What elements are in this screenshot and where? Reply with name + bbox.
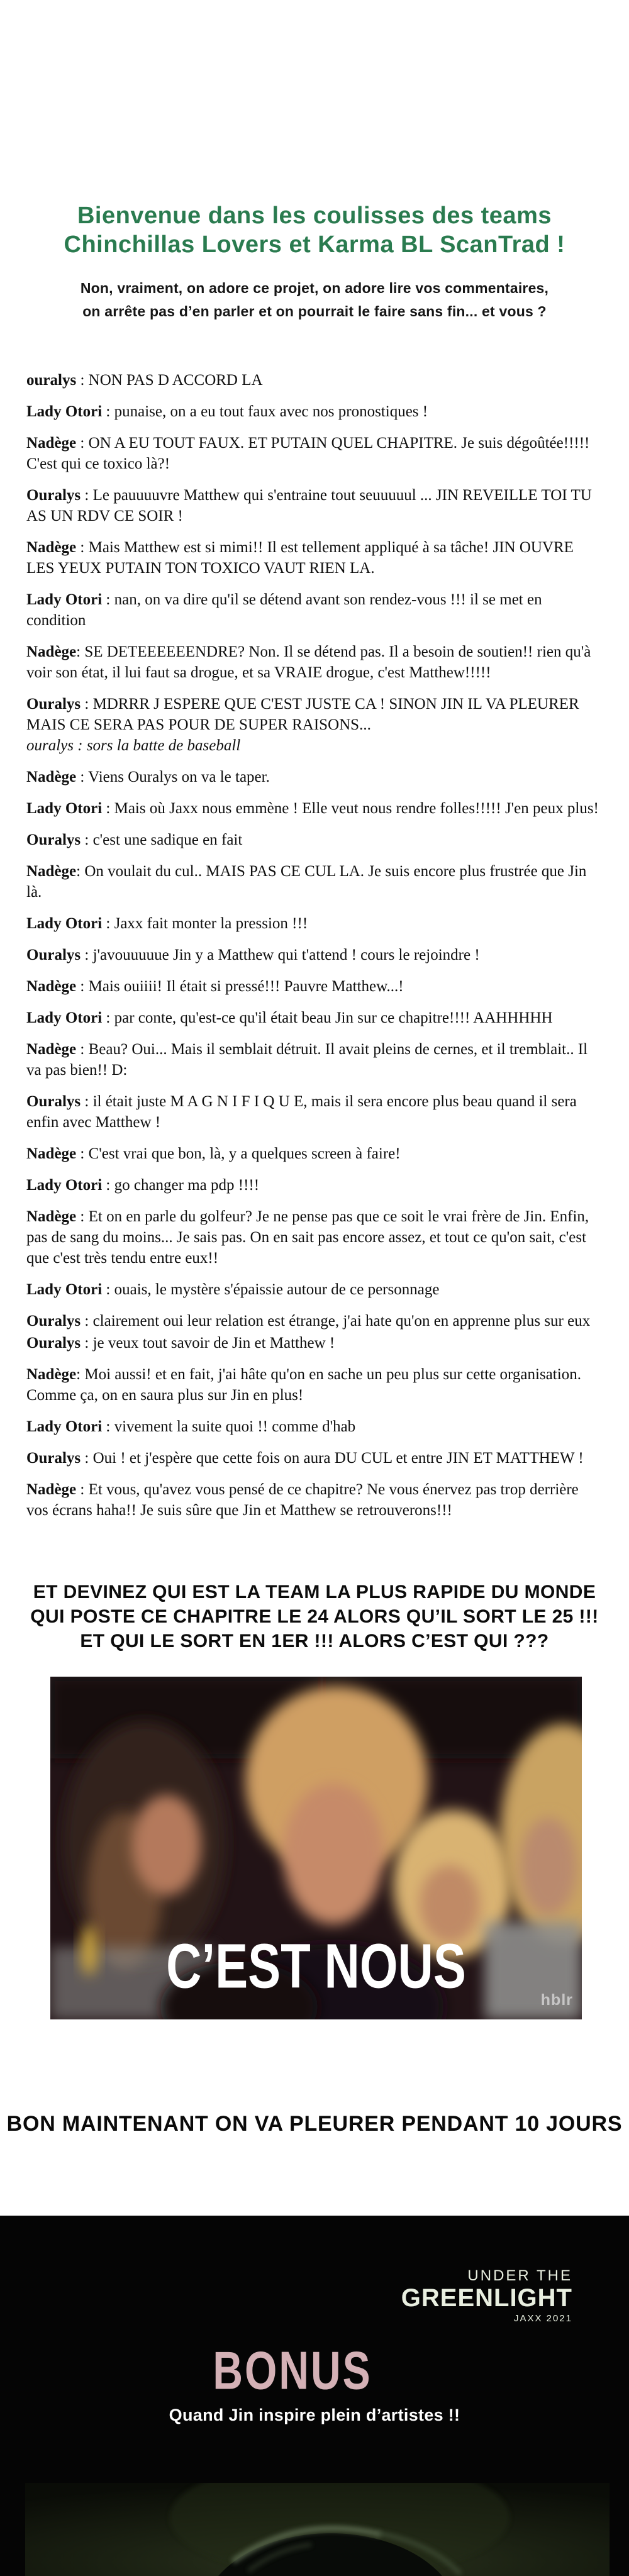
logo-line2: GREENLIGHT xyxy=(401,2284,572,2312)
chat-message xyxy=(26,1039,603,1080)
chat-author: Lady Otori xyxy=(26,1177,103,1194)
bonus-title: BONUS xyxy=(213,2340,372,2401)
chat-author: Nadège xyxy=(26,1481,77,1498)
page-title-line1: Bienvenue dans les coulisses des teams xyxy=(77,203,552,229)
speed-announcement-line3: ET QUI LE SORT EN 1ER !!! ALORS C’EST QUI ??? xyxy=(80,1631,549,1652)
chat-message xyxy=(26,767,603,787)
chat-author: Nadège xyxy=(26,1366,77,1383)
meme-gif xyxy=(50,1677,582,2019)
chat-author: Nadège xyxy=(26,643,77,660)
chat-message xyxy=(26,589,603,631)
chat-message xyxy=(26,1143,603,1164)
chat-message xyxy=(26,694,603,756)
chat-message xyxy=(26,485,603,526)
chat-message xyxy=(26,401,603,422)
meme-watermark: hblr xyxy=(540,1991,573,2009)
chat-message xyxy=(26,433,603,474)
chat-message xyxy=(26,1008,603,1028)
chat-text: : il était juste M A G N I F I Q U E, mais il sera encore plus beau quand il sera enfin avec Matthew ! xyxy=(26,1093,577,1131)
chat-log xyxy=(26,370,603,1531)
crying-line: BON MAINTENANT ON VA PLEURER PENDANT 10 JOURS xyxy=(6,2112,623,2136)
under-the-greenlight-logo xyxy=(401,2267,572,2324)
logo-credit: JAXX 2021 xyxy=(513,2313,572,2324)
chat-text: : j'avouuuuue Jin y a Matthew qui t'attend ! cours le rejoindre ! xyxy=(81,947,480,963)
chat-author: Nadège xyxy=(26,1145,77,1162)
chat-author: Ouralys xyxy=(26,831,81,848)
page-subtitle-line1: Non, vraiment, on adore ce projet, on adore lire vos commentaires, xyxy=(80,280,549,296)
chat-text: : NON PAS D ACCORD LA xyxy=(76,372,263,389)
chat-author: Ouralys xyxy=(26,487,81,504)
chat-author: Ouralys xyxy=(26,1450,81,1467)
speed-announcement-line1: ET DEVINEZ QUI EST LA TEAM LA PLUS RAPIDE DU MONDE xyxy=(33,1582,596,1602)
chat-message xyxy=(26,913,603,934)
chat-note: ouralys : sors la batte de baseball xyxy=(26,737,241,754)
chat-author: Lady Otori xyxy=(26,591,103,608)
bonus-section xyxy=(0,2216,629,2576)
chat-author: Ouralys xyxy=(26,1093,81,1110)
chat-message xyxy=(26,830,603,850)
chat-author: Nadège xyxy=(26,1041,77,1058)
chat-author: Ouralys xyxy=(26,947,81,963)
chat-text: : Et vous, qu'avez vous pensé de ce chapitre? Ne vous énervez pas trop derrière vos écrans haha!! Je suis sûre que Jin et Matthew se retrouverons!!! xyxy=(26,1481,579,1519)
chat-message xyxy=(26,945,603,965)
chat-text: : Oui ! et j'espère que cette fois on aura DU CUL et entre JIN ET MATTHEW ! xyxy=(81,1450,584,1467)
chat-text: : C'est vrai que bon, là, y a quelques screen à faire! xyxy=(76,1145,401,1162)
chat-message xyxy=(26,1206,603,1269)
chat-text: : nan, on va dire qu'il se détend avant son rendez-vous !!! il se met en condition xyxy=(26,591,542,629)
speed-announcement xyxy=(0,1580,629,1653)
page-title xyxy=(0,201,629,259)
chat-text: : Et on en parle du golfeur? Je ne pense pas que ce soit le vrai frère de Jin. Enfin, pas de sang du moins... Je sais pas. On en sait pas encore assez, et tout ce qu'on sait, c'est que c'est très tendu entre eux!! xyxy=(26,1208,589,1267)
chat-text: : ON A EU TOUT FAUX. ET PUTAIN QUEL CHAPITRE. Je suis dégoûtée!!!!! C'est qui ce toxico là?! xyxy=(26,435,590,472)
chat-message xyxy=(26,1448,603,1468)
chat-author: Ouralys xyxy=(26,1313,81,1330)
chat-message xyxy=(26,370,603,391)
chat-message xyxy=(26,1364,603,1406)
chat-text: : go changer ma pdp !!!! xyxy=(102,1177,260,1194)
chat-message xyxy=(26,1416,603,1437)
chat-author: Nadège xyxy=(26,863,77,880)
meme-caption: C’EST NOUS xyxy=(166,1930,466,2002)
chat-author: Nadège xyxy=(26,978,77,995)
chat-message xyxy=(26,1091,603,1133)
chat-author: Nadège xyxy=(26,435,77,452)
chat-author: Lady Otori xyxy=(26,915,103,932)
chat-text: : Le pauuuuvre Matthew qui s'entraine tout seuuuuul ... JIN REVEILLE TOI TU AS UN RDV CE SOIR ! xyxy=(26,487,592,525)
chat-message xyxy=(26,537,603,579)
chat-text: : MDRRR J ESPERE QUE C'EST JUSTE CA ! SINON JIN IL VA PLEURER MAIS CE SERA PAS POUR DE SUPER RAISONS... xyxy=(26,696,579,733)
chat-author: Nadège xyxy=(26,539,77,556)
chat-text: : je veux tout savoir de Jin et Matthew ! xyxy=(81,1335,335,1352)
chat-text: : Viens Ouralys on va le taper. xyxy=(76,769,270,786)
chat-author: Lady Otori xyxy=(26,1009,103,1026)
chat-text: : Mais ouiiii! Il était si pressé!!! Pauvre Matthew...! xyxy=(76,978,404,995)
chat-message xyxy=(26,798,603,819)
chat-message xyxy=(26,861,603,902)
chat-author: Lady Otori xyxy=(26,403,103,420)
speed-announcement-line2: QUI POSTE CE CHAPITRE LE 24 ALORS QU’IL SORT LE 25 !!! xyxy=(30,1606,599,1627)
bonus-artwork xyxy=(25,2483,610,2576)
chat-author: Lady Otori xyxy=(26,800,103,817)
chat-author: Ouralys xyxy=(26,696,81,713)
chat-message xyxy=(26,1279,603,1300)
chat-author: Lady Otori xyxy=(26,1418,103,1435)
chat-text: : punaise, on a eu tout faux avec nos pronostiques ! xyxy=(102,403,428,420)
chat-author: ouralys xyxy=(26,372,77,389)
chat-text: : SE DETEEEEEENDRE? Non. Il se détend pas. Il a besoin de soutien!! rien qu'à voir son état, il lui faut sa drogue, et sa VRAIE drogue, c'est Matthew!!!!! xyxy=(26,643,591,681)
chat-text: : Mais Matthew est si mimi!! Il est tellement appliqué à sa tâche! JIN OUVRE LES YEUX PUTAIN TON TOXICO VAUT RIEN LA. xyxy=(26,539,574,577)
chat-text: : Mais où Jaxx nous emmène ! Elle veut nous rendre folles!!!!! J'en peux plus! xyxy=(102,800,599,817)
page-subtitle-line2: on arrête pas d’en parler et on pourrait le faire sans fin... et vous ? xyxy=(82,303,547,319)
chat-text: : Beau? Oui... Mais il semblait détruit. Il avait pleins de cernes, et il tremblait.. Il va pas bien!! D: xyxy=(26,1041,588,1079)
chat-text: : clairement oui leur relation est étrange, j'ai hate qu'on en apprenne plus sur eux xyxy=(81,1313,591,1330)
chat-text: : Moi aussi! et en fait, j'ai hâte qu'on en sache un peu plus sur cette organisation. Comme ça, on en saura plus sur Jin en plus! xyxy=(26,1366,581,1404)
page-subtitle xyxy=(0,277,629,323)
bonus-artwork-image xyxy=(25,2483,610,2576)
chat-text: : vivement la suite quoi !! comme d'hab xyxy=(102,1418,356,1435)
chat-message xyxy=(26,1333,603,1353)
chat-message xyxy=(26,976,603,997)
chat-text: : c'est une sadique en fait xyxy=(81,831,243,848)
page-title-line2: Chinchillas Lovers et Karma BL ScanTrad ! xyxy=(64,231,565,258)
chat-text: : On voulait du cul.. MAIS PAS CE CUL LA. Je suis encore plus frustrée que Jin là. xyxy=(26,863,587,901)
chat-message xyxy=(26,1175,603,1196)
chat-text: : par conte, qu'est-ce qu'il était beau Jin sur ce chapitre!!!! AAHHHHH xyxy=(102,1009,553,1026)
chat-text: : ouais, le mystère s'épaissie autour de ce personnage xyxy=(102,1281,440,1298)
chat-message xyxy=(26,1479,603,1521)
chat-author: Lady Otori xyxy=(26,1281,103,1298)
chat-author: Nadège xyxy=(26,769,77,786)
chat-message xyxy=(26,1311,603,1331)
chat-author: Nadège xyxy=(26,1208,77,1225)
chat-message xyxy=(26,641,603,683)
bonus-subtitle: Quand Jin inspire plein d’artistes !! xyxy=(169,2406,460,2424)
logo-line1: UNDER THE xyxy=(467,2267,572,2284)
chat-author: Ouralys xyxy=(26,1335,81,1352)
chat-text: : Jaxx fait monter la pression !!! xyxy=(102,915,308,932)
